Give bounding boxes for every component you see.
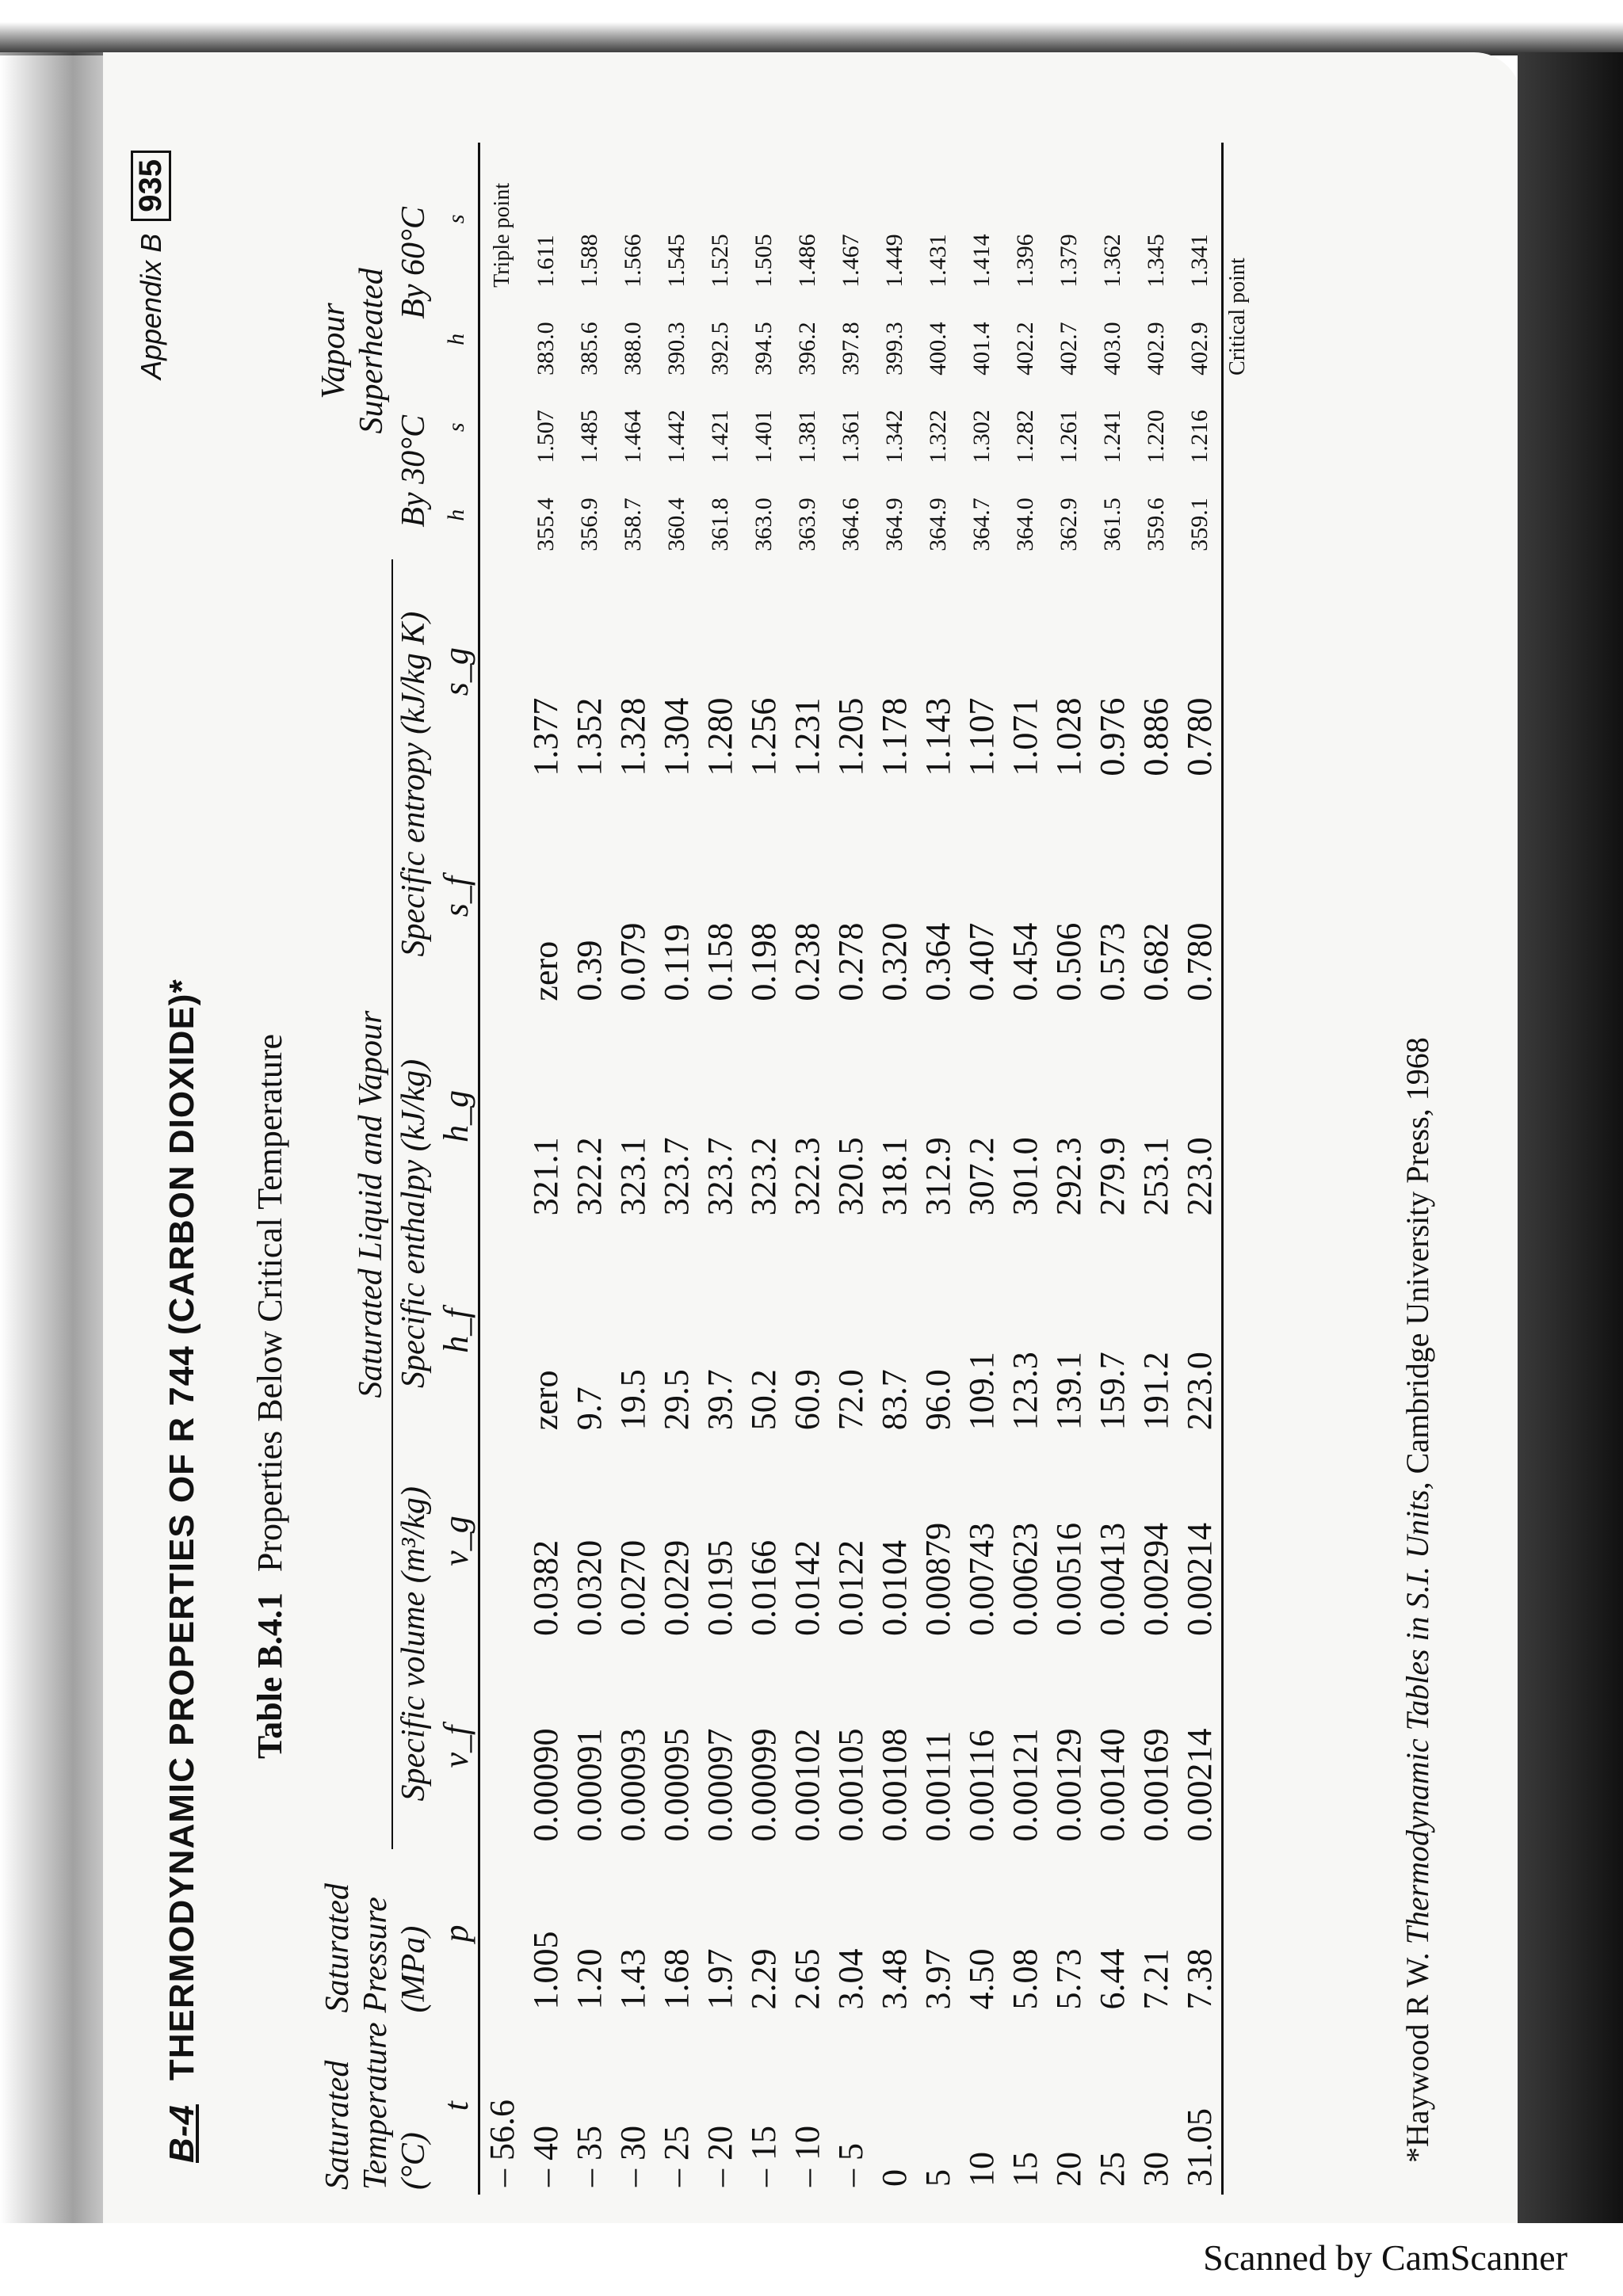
col-spec-enthalpy: Specific enthalpy (kJ/kg) <box>395 1058 432 1388</box>
table-caption-text: Properties Below Critical Temperature <box>250 1033 289 1573</box>
table-cell: 323.1 <box>613 1137 652 1216</box>
table-cell: 1.486 <box>793 234 820 288</box>
table-cell: 139.1 <box>1049 1352 1088 1431</box>
table-caption <box>250 1034 290 1759</box>
table-cell: 1.566 <box>619 234 646 288</box>
table-body <box>479 143 1223 2195</box>
table-cell <box>479 559 525 784</box>
col-by-60: By 60°C <box>395 207 432 319</box>
table-cell: 356.9 <box>575 498 602 551</box>
table-cell: 363.9 <box>793 498 820 551</box>
table-cell: 320.5 <box>831 1137 870 1216</box>
table-row <box>1003 143 1047 2195</box>
table-cell: 1.216 <box>1186 410 1212 463</box>
table-row <box>1090 143 1134 2195</box>
table-cell <box>479 296 525 383</box>
table-cell: 401.4 <box>968 322 995 376</box>
table-row <box>960 143 1003 2195</box>
table-cell: 321.1 <box>526 1137 565 1216</box>
table-cell: 0.00294 <box>1136 1522 1175 1636</box>
table-cell: 1.261 <box>1055 410 1082 463</box>
table-cell: 1.43 <box>613 1948 652 2010</box>
table-cell: 0.00413 <box>1093 1522 1132 1636</box>
table-cell: Triple point <box>489 182 514 288</box>
table-cell: 0.886 <box>1136 697 1175 776</box>
table-cell: – 5 <box>831 2143 870 2187</box>
table-row <box>524 143 567 2195</box>
header-row-symbols <box>434 143 479 2195</box>
sym-vg: v_g <box>434 1438 479 1644</box>
table-cell: 0.573 <box>1093 922 1132 1001</box>
table-cell: 1.256 <box>744 697 783 776</box>
table-cell: 7.21 <box>1136 1948 1175 2010</box>
table-cell: 83.7 <box>875 1369 914 1431</box>
col-sat-pressure: Saturated Pressure (MPa) <box>319 1883 432 2013</box>
table-cell: 191.2 <box>1136 1352 1175 1431</box>
table-cell: 0.00623 <box>1006 1522 1044 1636</box>
table-cell: 1.328 <box>613 697 652 776</box>
table-cell: 1.485 <box>575 410 602 463</box>
table-cell: 364.9 <box>924 498 951 551</box>
table-cell: 360.4 <box>663 498 689 551</box>
table-cell: 0.00090 <box>526 1728 565 1842</box>
table-cell: 1.97 <box>701 1948 739 2010</box>
table-cell: 0.0142 <box>788 1539 827 1636</box>
table-cell: 0.00093 <box>613 1728 652 1842</box>
table-cell: 361.5 <box>1098 498 1125 551</box>
table-row <box>916 143 960 2195</box>
table-cell: 253.1 <box>1136 1137 1175 1216</box>
table-cell: 60.9 <box>788 1369 827 1431</box>
table-cell: 0.00097 <box>701 1728 739 1842</box>
table-cell: zero <box>526 1370 565 1431</box>
table-cell: 323.7 <box>657 1137 696 1216</box>
table-cell: – 30 <box>613 2126 652 2187</box>
table-cell: 0.0320 <box>570 1539 609 1636</box>
table-cell: 364.9 <box>880 498 907 551</box>
table-cell: 0.198 <box>744 922 783 1001</box>
table-cell: 1.525 <box>706 234 733 288</box>
table-cell: 400.4 <box>924 322 951 376</box>
table-row <box>698 143 742 2195</box>
properties-table <box>313 143 1252 2195</box>
page-number: 935 <box>131 151 171 221</box>
table-cell <box>479 1223 525 1438</box>
table-cell: 1.507 <box>532 410 559 463</box>
table-cell: 0.238 <box>788 922 827 1001</box>
col-spec-entropy: Specific entropy (kJ/kg K) <box>395 611 432 957</box>
table-cell: 123.3 <box>1006 1352 1044 1431</box>
col-superheated: Superheated <box>353 268 390 434</box>
table-cell: 396.2 <box>793 322 820 376</box>
sym-t: t <box>434 2017 479 2195</box>
table-cell: 362.9 <box>1055 498 1082 551</box>
table-cell: 3.04 <box>831 1948 870 2010</box>
table-cell: 292.3 <box>1049 1137 1088 1216</box>
table-cell: 385.6 <box>575 322 602 376</box>
table-cell: 31.05 <box>1180 2108 1219 2187</box>
table-cell: 397.8 <box>837 322 864 376</box>
table-cell: 223.0 <box>1180 1352 1219 1431</box>
sym-sg: s_g <box>434 559 479 784</box>
table-row <box>479 143 525 2195</box>
table-cell: – 40 <box>526 2126 565 2187</box>
table-cell: 0.0229 <box>657 1539 696 1636</box>
col-vapour: Vapour <box>315 303 352 399</box>
table-cell: 7.38 <box>1180 1948 1219 2010</box>
col-sat-temp: Saturated Temperature (°C) <box>319 2022 432 2190</box>
table-row <box>873 143 916 2195</box>
table-cell: 383.0 <box>532 322 559 376</box>
table-cell: 0.00091 <box>570 1728 609 1842</box>
table-cell: 10 <box>962 2152 1001 2187</box>
table-cell: 1.449 <box>880 234 907 288</box>
table-cell: 0.00214 <box>1180 1728 1219 1842</box>
table-cell: 1.322 <box>924 410 951 463</box>
table-cell: – 56.6 <box>483 2100 521 2187</box>
table-cell: 0.976 <box>1093 697 1132 776</box>
footnote <box>1399 1037 1436 2163</box>
table-cell: 109.1 <box>962 1352 1001 1431</box>
table-cell: 358.7 <box>619 498 646 551</box>
table-cell: 399.3 <box>880 322 907 376</box>
table-cell: 72.0 <box>831 1369 870 1431</box>
table-cell: – 15 <box>744 2126 783 2187</box>
table-cell: 1.414 <box>968 234 995 288</box>
table-cell: 3.48 <box>875 1948 914 2010</box>
table-cell: 0.39 <box>570 940 609 1001</box>
table-cell: 1.205 <box>831 697 870 776</box>
table-cell: 1.401 <box>750 410 777 463</box>
table-cell: 1.241 <box>1098 410 1125 463</box>
table-cell: 9.7 <box>570 1386 609 1431</box>
table-cell: 363.0 <box>750 498 777 551</box>
sym-h30: h <box>434 471 479 559</box>
table-cell: 1.341 <box>1186 234 1212 288</box>
table-cell: 1.302 <box>968 410 995 463</box>
table-cell: 388.0 <box>619 322 646 376</box>
table-cell: 0.00095 <box>657 1728 696 1842</box>
table-cell <box>479 1644 525 1850</box>
table-cell: 403.0 <box>1098 322 1125 376</box>
table-cell: 19.5 <box>613 1369 652 1431</box>
table-cell <box>479 1849 525 2017</box>
table-row <box>655 143 698 2195</box>
table-cell: 0.00111 <box>918 1730 957 1842</box>
sym-s30: s <box>434 383 479 471</box>
table-cell: 0.780 <box>1180 922 1219 1001</box>
table-cell: 4.50 <box>962 1948 1001 2010</box>
col-sat-liquid-vapour: Saturated Liquid and Vapour <box>313 559 392 1850</box>
table-cell: 1.381 <box>793 410 820 463</box>
table-cell: 1.467 <box>837 234 864 288</box>
scanned-by-label: Scanned by CamScanner <box>1203 2237 1568 2278</box>
table-row <box>785 143 829 2195</box>
col-vapour-group <box>313 143 392 559</box>
table-row <box>742 143 785 2195</box>
table-row <box>567 143 611 2195</box>
table-cell: 0.00121 <box>1006 1728 1044 1842</box>
table-cell: 1.362 <box>1098 234 1125 288</box>
table-cell: – 20 <box>701 2126 739 2187</box>
table-cell: 392.5 <box>706 322 733 376</box>
table-cell: 1.68 <box>657 1948 696 2010</box>
table-cell: 0.0382 <box>526 1539 565 1636</box>
col-by-30: By 30°C <box>395 415 432 528</box>
sym-hg: h_g <box>434 1009 479 1224</box>
table-cell: 307.2 <box>962 1137 1001 1216</box>
table-cell: 29.5 <box>657 1369 696 1431</box>
table-cell: 1.545 <box>663 234 689 288</box>
table-cell: 0.506 <box>1049 922 1088 1001</box>
rotated-page-content <box>131 119 1494 2210</box>
table-cell: 0.00214 <box>1180 1522 1219 1636</box>
table-cell: 359.1 <box>1186 498 1212 551</box>
table-cell: 402.7 <box>1055 322 1082 376</box>
table-cell: 301.0 <box>1006 1137 1044 1216</box>
sym-vf: v_f <box>434 1644 479 1850</box>
table-cell: 0.00105 <box>831 1728 870 1842</box>
table-cell: 50.2 <box>744 1369 783 1431</box>
sym-sf: s_f <box>434 784 479 1009</box>
sym-h60: h <box>434 296 479 383</box>
table-label: Table B.4.1 <box>250 1592 289 1759</box>
running-header <box>131 151 171 379</box>
col-spec-volume: Specific volume (m³/kg) <box>395 1486 432 1802</box>
table-cell: 0.780 <box>1180 697 1219 776</box>
table-cell: 1.178 <box>875 697 914 776</box>
table-cell <box>479 383 525 471</box>
table-cell: 0.079 <box>613 922 652 1001</box>
table-cell: 1.304 <box>657 697 696 776</box>
table-cell: 0 <box>875 2169 914 2187</box>
table-cell: 0.00108 <box>875 1728 914 1842</box>
sym-hf: h_f <box>434 1223 479 1438</box>
table-cell: 15 <box>1006 2152 1044 2187</box>
table-cell: 0.407 <box>962 922 1001 1001</box>
table-cell: 6.44 <box>1093 1948 1132 2010</box>
table-cell: 1.396 <box>1011 234 1038 288</box>
sym-s60: s <box>434 143 479 296</box>
table-cell: 0.0270 <box>613 1539 652 1636</box>
table-row <box>1134 143 1178 2195</box>
table-cell: 0.0104 <box>875 1539 914 1636</box>
table-cell: 20 <box>1049 2152 1088 2187</box>
table-cell: 159.7 <box>1093 1352 1132 1431</box>
table-cell: 322.2 <box>570 1137 609 1216</box>
table-cell: 364.6 <box>837 498 864 551</box>
critical-point-note: Critical point <box>1223 143 1253 383</box>
table-cell: 1.20 <box>570 1948 609 2010</box>
table-cell: 0.00102 <box>788 1728 827 1842</box>
section-code: B-4 <box>162 2104 201 2163</box>
table-cell: 0.00516 <box>1049 1522 1088 1636</box>
table-cell: 1.342 <box>880 410 907 463</box>
table-cell: 1.611 <box>532 235 559 288</box>
table-cell: 361.8 <box>706 498 733 551</box>
table-cell <box>479 471 525 559</box>
table-cell <box>479 1009 525 1224</box>
table-cell: 364.7 <box>968 498 995 551</box>
table-cell: 1.071 <box>1006 697 1044 776</box>
table-cell: 323.2 <box>744 1137 783 1216</box>
appendix-label: Appendix B <box>135 233 167 379</box>
table-cell: 30 <box>1136 2152 1175 2187</box>
table-cell: 0.00743 <box>962 1522 1001 1636</box>
table-cell: 1.345 <box>1142 234 1169 288</box>
table-cell: 5 <box>918 2169 957 2187</box>
table-cell: 1.220 <box>1142 410 1169 463</box>
table-cell: 1.231 <box>788 697 827 776</box>
table-cell: 359.6 <box>1142 498 1169 551</box>
table-cell: 0.00116 <box>962 1730 1001 1842</box>
table-cell: 25 <box>1093 2152 1132 2187</box>
table-cell: 0.119 <box>657 924 696 1001</box>
header-row-groups <box>313 143 392 2195</box>
table-cell: 1.588 <box>575 234 602 288</box>
table-cell: 0.454 <box>1006 922 1044 1001</box>
table-cell: 364.0 <box>1011 498 1038 551</box>
table-cell: 1.431 <box>924 234 951 288</box>
table-cell: 2.29 <box>744 1948 783 2010</box>
table-cell: 1.107 <box>962 697 1001 776</box>
table-cell: 0.00129 <box>1049 1728 1088 1842</box>
table-cell: 5.73 <box>1049 1948 1088 2010</box>
table-cell: 0.278 <box>831 922 870 1001</box>
table-cell: 1.280 <box>701 697 739 776</box>
table-cell: 0.00169 <box>1136 1728 1175 1842</box>
critical-point-row <box>1223 143 1253 2195</box>
table-cell <box>479 784 525 1009</box>
table-cell: 322.3 <box>788 1137 827 1216</box>
table-cell: 402.9 <box>1186 322 1212 376</box>
footnote-publisher: Cambridge University Press, 1968 <box>1400 1037 1435 1474</box>
table-cell: 402.2 <box>1011 322 1038 376</box>
footnote-work: Thermodynamic Tables in S.I. Units, <box>1400 1482 1435 1945</box>
table-cell: 0.00140 <box>1093 1728 1132 1842</box>
table-cell: 39.7 <box>701 1369 739 1431</box>
table-cell: 1.143 <box>918 697 957 776</box>
scan-shadow-left <box>0 52 105 2223</box>
table-cell: 1.352 <box>570 697 609 776</box>
table-cell: 3.97 <box>918 1948 957 2010</box>
table-cell: 0.0166 <box>744 1539 783 1636</box>
table-cell: 402.9 <box>1142 322 1169 376</box>
title-text: THERMODYNAMIC PROPERTIES OF R 744 (CARBON DIOXIDE)* <box>162 978 201 2081</box>
scan-background-top <box>0 0 1623 55</box>
table-cell: 323.7 <box>701 1137 739 1216</box>
table-cell: 0.364 <box>918 922 957 1001</box>
table-cell: 1.005 <box>526 1931 565 2010</box>
table-row <box>611 143 655 2195</box>
table-cell: 318.1 <box>875 1137 914 1216</box>
table-cell: – 35 <box>570 2126 609 2187</box>
table-cell: – 25 <box>657 2126 696 2187</box>
table-cell: 223.0 <box>1180 1137 1219 1216</box>
table-cell: 0.00879 <box>918 1522 957 1636</box>
table-cell: 0.682 <box>1136 922 1175 1001</box>
table-row <box>1178 143 1223 2195</box>
table-cell: 1.361 <box>837 410 864 463</box>
table-cell: 5.08 <box>1006 1948 1044 2010</box>
table-cell: 355.4 <box>532 498 559 551</box>
table-cell: 0.320 <box>875 922 914 1001</box>
table-cell: 390.3 <box>663 322 689 376</box>
scan-footer <box>0 2223 1623 2296</box>
table-cell: 1.282 <box>1011 410 1038 463</box>
table-cell: 1.379 <box>1055 234 1082 288</box>
table-cell: 96.0 <box>918 1369 957 1431</box>
table-cell: 312.9 <box>918 1137 957 1216</box>
table-cell: 0.0122 <box>831 1539 870 1636</box>
footnote-author: *Haywood R W. <box>1400 1952 1435 2163</box>
table-cell: 279.9 <box>1093 1137 1132 1216</box>
table-cell: 2.65 <box>788 1948 827 2010</box>
table-cell: – 10 <box>788 2126 827 2187</box>
table-cell: 1.505 <box>750 234 777 288</box>
table-cell: 0.00099 <box>744 1728 783 1842</box>
table-cell: 0.0195 <box>701 1539 739 1636</box>
sym-p: p <box>434 1849 479 2017</box>
table-cell: 1.464 <box>619 410 646 463</box>
table-cell: 0.158 <box>701 922 739 1001</box>
table-row <box>829 143 873 2195</box>
table-cell <box>479 1438 525 1644</box>
table-cell: 1.442 <box>663 410 689 463</box>
table-cell: 1.421 <box>706 410 733 463</box>
table-cell: zero <box>526 940 565 1001</box>
table-cell: 1.377 <box>526 697 565 776</box>
table-row <box>1047 143 1090 2195</box>
table-cell: 1.028 <box>1049 697 1088 776</box>
page-title <box>162 978 202 2163</box>
table-cell: 394.5 <box>750 322 777 376</box>
scan-shadow-right <box>1518 52 1623 2223</box>
